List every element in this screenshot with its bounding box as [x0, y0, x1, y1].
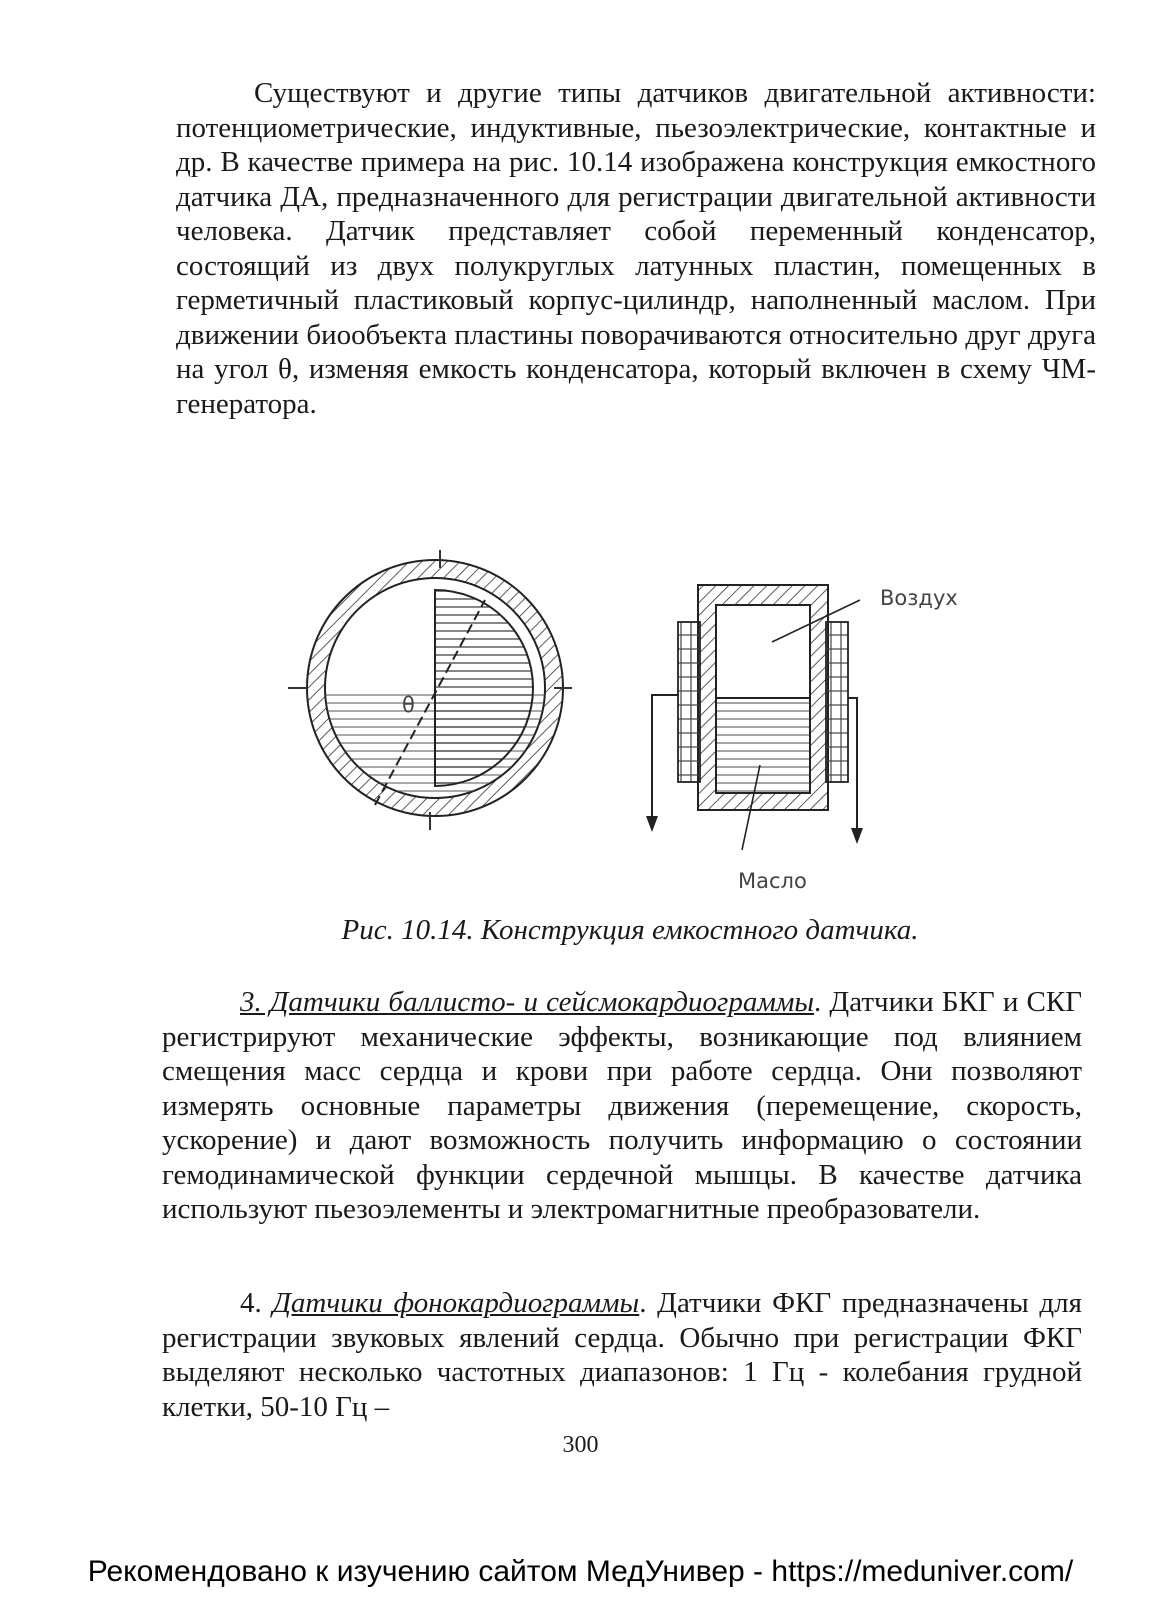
- air-label: Воздух: [880, 586, 958, 610]
- paragraph-fkg-text: . Датчики ФКГ предназначены для регистрации звуковых явлений сердца. Обычно при регистрации ФКГ выделяют несколько частотных диапазонов: 1 Гц - колебания грудной клетки, 50-10 Гц –: [162, 1287, 1082, 1423]
- cross-section-view: [288, 550, 572, 830]
- oil-label: Масло: [738, 869, 807, 893]
- page-number: 300: [562, 1432, 599, 1458]
- paragraph-motion-sensors: Существуют и другие типы датчиков двигательной активности: потенциометрические, индуктивные, пьезоэлектрические, контактные и др. В качестве примера на рис. 10.14 изображена конструкция емкостного датчика ДА, предназначенного для регистрации двигательной активности человека. Датчик представляет собой переменный конденсатор, состоящий из двух полукруглых латунных пластин, помещенных в герметичный пластиковый корпус-цилиндр, наполненный маслом. При движении биообъекта пластины поворачиваются относительно друг друга на угол θ, изменяя емкость конденсатора, который включен в схему ЧМ-генератора.: [176, 77, 1096, 420]
- paragraph-fkg: [162, 1286, 1082, 1424]
- figure-caption: Рис. 10.14. Конструкция емкостного датчика.: [341, 914, 919, 946]
- section-heading-fkg: Датчики фонокардиограммы: [272, 1287, 640, 1319]
- paragraph-bkg-skg: [162, 985, 1082, 1227]
- sensor-diagram: [280, 550, 1000, 910]
- side-view: [646, 585, 958, 893]
- section-heading-bkg-skg: 3. Датчики баллисто- и сейсмокардиограммы: [240, 986, 814, 1018]
- paragraph-bkg-skg-text: . Датчики БКГ и СКГ регистрируют механические эффекты, возникающие под влиянием смещения масс сердца и крови при работе сердца. Они позволяют измерять основные параметры движения (перемещение, скорость, ускорение) и дают возможность получить информацию о состоянии гемодинамической функции сердечной мышцы. В качестве датчика используют пьезоэлементы и электромагнитные преобразователи.: [162, 986, 1082, 1225]
- figure-capacitive-sensor: [280, 550, 1000, 910]
- angle-label: θ: [402, 693, 415, 717]
- footer-watermark: Рекомендовано к изучению сайтом МедУнивер - https://meduniver.com/: [87, 1555, 1074, 1588]
- section-number-fkg: 4.: [240, 1287, 273, 1319]
